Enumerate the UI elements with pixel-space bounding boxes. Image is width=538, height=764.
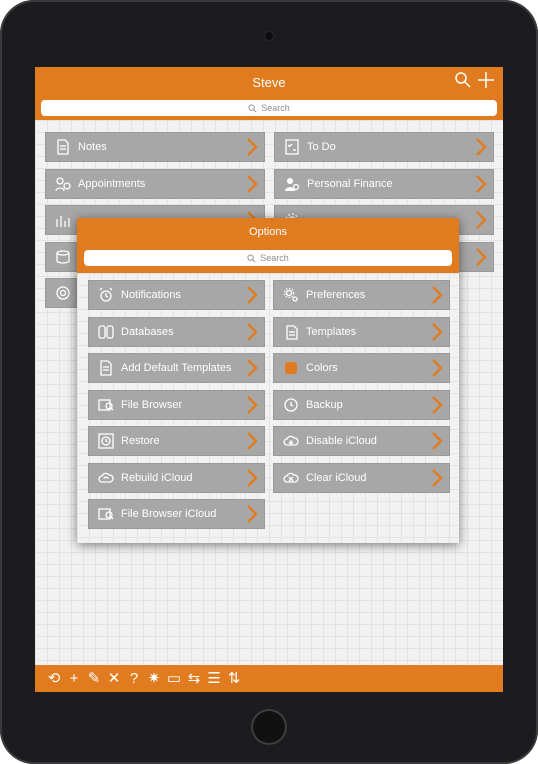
menu-item-backup[interactable] [273,390,450,420]
chevron-right-icon [246,359,258,377]
chevron-right-icon [475,211,487,229]
chevron-right-icon [246,469,258,487]
options-search-input[interactable] [84,250,452,266]
options-title: Options [249,226,287,238]
menu-item-file-browser[interactable] [88,390,265,420]
support-icon [54,284,72,302]
chevron-right-icon [431,286,443,304]
list-icon[interactable]: ☰ [207,670,221,687]
chevron-right-icon [475,248,487,266]
navigation-bar [35,67,503,120]
color-swatch-icon [282,359,300,377]
menu-item-add-default-templates[interactable] [88,353,265,383]
alarm-icon [97,286,115,304]
search-icon [248,104,257,113]
nav-actions [455,71,495,93]
document-icon [97,359,115,377]
menu-item-label: Rebuild iCloud [121,471,193,484]
menu-item-label: Notifications [121,289,181,301]
menu-item-notifications[interactable] [88,280,265,310]
menu-item-file-browser-icloud[interactable] [88,499,265,529]
menu-item-preferences[interactable] [273,280,450,310]
options-search-placeholder: Search [260,253,289,263]
file-browser-icon [97,505,115,523]
chevron-right-icon [431,469,443,487]
menu-item-templates[interactable] [273,317,450,347]
icloud-sync-icon [97,469,115,487]
database-icon [54,248,72,266]
search-input[interactable] [41,100,497,116]
settings-icon[interactable]: ✷ [147,670,161,687]
chevron-right-icon [431,396,443,414]
sort-icon[interactable]: ⇅ [227,670,241,687]
chevron-right-icon [246,323,258,341]
plus-icon[interactable] [477,71,495,93]
gears-icon [282,286,300,304]
options-popup [77,218,459,543]
bar-chart-icon [54,211,72,229]
menu-item-label: Add Default Templates [121,362,232,374]
menu-item-colors[interactable] [273,353,450,383]
help-icon[interactable]: ? [129,670,139,687]
menu-item-label: Notes [78,141,107,153]
menu-item-label: Appointments [78,177,146,190]
icloud-clear-icon [282,469,300,487]
clock-person-icon [54,175,72,193]
search-icon[interactable] [455,71,471,93]
chevron-right-icon [246,286,258,304]
icloud-download-icon [282,432,300,450]
menu-item-label: Preferences [306,289,366,301]
person-icon [283,175,301,193]
menu-item-notes[interactable] [45,132,265,162]
menu-item-to-do[interactable] [274,132,494,162]
chevron-right-icon [431,359,443,377]
restore-icon [97,432,115,450]
chevron-right-icon [431,323,443,341]
menu-item-restore[interactable] [88,426,265,456]
menu-item-label: Disable iCloud [306,435,377,447]
page-title: Steve [252,75,286,90]
video-icon[interactable]: ▭ [166,670,182,687]
home-button[interactable] [251,709,287,745]
menu-item-appointments[interactable] [45,169,265,199]
menu-item-clear-icloud[interactable] [273,463,450,493]
plus-icon[interactable]: + [69,670,79,687]
front-camera [265,32,273,40]
menu-item-disable-icloud[interactable] [273,426,450,456]
menu-item-label: Restore [121,435,160,447]
chevron-right-icon [246,175,258,193]
databases-icon [97,323,115,341]
menu-item-label: Databases [121,325,174,338]
menu-item-label: Backup [306,398,343,411]
swap-icon[interactable]: ⇆ [187,670,201,687]
chevron-right-icon [475,138,487,156]
chevron-right-icon [246,396,258,414]
backup-icon [282,396,300,414]
file-browser-icon [97,396,115,414]
chevron-right-icon [246,432,258,450]
menu-item-label: Colors [306,362,338,374]
menu-item-databases[interactable] [88,317,265,347]
chevron-right-icon [246,138,258,156]
chevron-right-icon [246,505,258,523]
menu-item-label: To Do [307,141,336,153]
menu-item-label: Clear iCloud [306,471,367,484]
menu-item-rebuild-icloud[interactable] [88,463,265,493]
menu-item-personal-finance[interactable] [274,169,494,199]
chevron-right-icon [431,432,443,450]
app-screen [35,67,503,692]
menu-item-label: File Browser [121,398,183,411]
close-icon[interactable]: ✕ [107,670,121,687]
pencil-icon[interactable]: ✎ [87,670,101,687]
sync-icon[interactable]: ⟲ [47,670,61,687]
menu-item-label: File Browser iCloud [121,508,217,520]
checklist-icon [283,138,301,156]
search-icon [247,254,256,263]
document-icon [54,138,72,156]
menu-item-label: Personal Finance [307,177,393,190]
menu-item-label: Templates [306,325,357,338]
bottom-toolbar [35,665,503,692]
chevron-right-icon [475,175,487,193]
options-header [77,218,459,273]
templates-icon [282,323,300,341]
search-placeholder: Search [261,103,290,113]
